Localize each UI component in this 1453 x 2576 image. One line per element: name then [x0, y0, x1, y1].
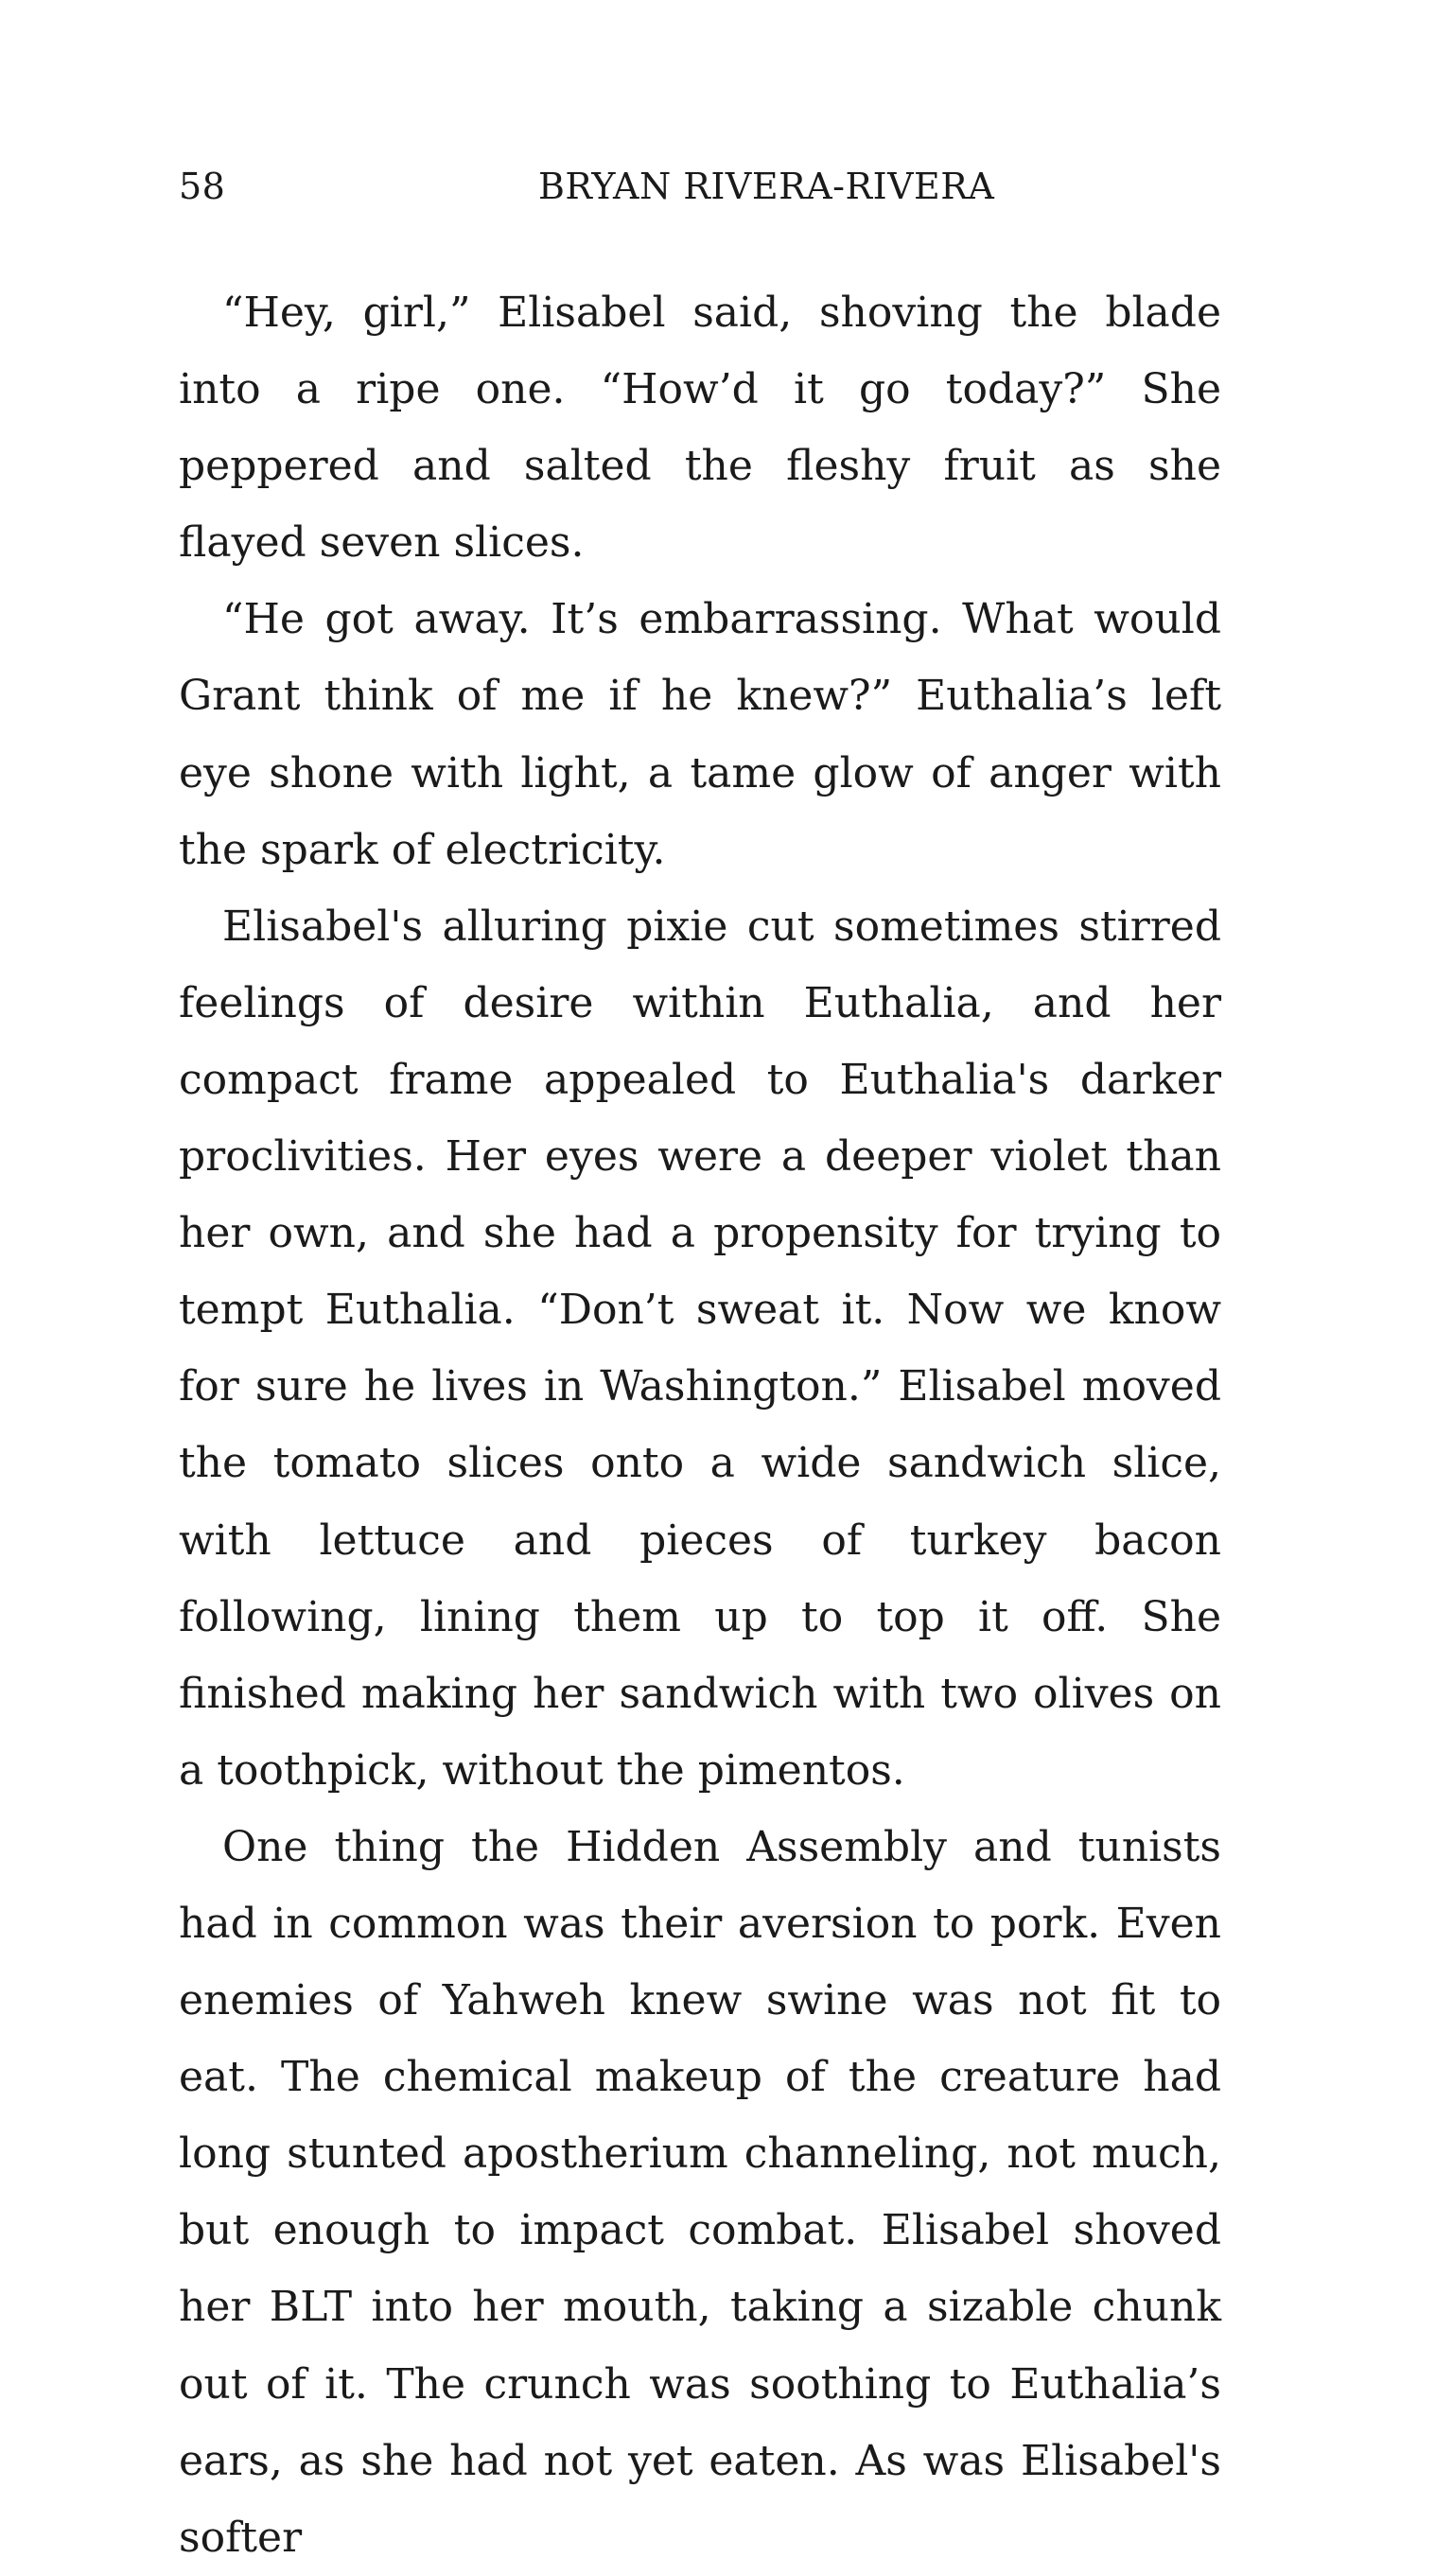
paragraph: “He got away. It’s embarrassing. What would Grant think of me if he knew?” Euthalia’s left eye shone with light, a tame glow of anger with the spark of electricity. — [179, 595, 1221, 874]
body-text — [179, 274, 1221, 2576]
paragraph: One thing the Hidden Assembly and tunists had in common was their aversion to pork. Even enemies of Yahweh knew swine was not fit to eat. The chemical makeup of the creature had long stunted apostherium channeling, not much, but enough to impact combat. Elisabel shoved her BLT into her mouth, taking a sizable chunk out of it. The crunch was soothing to Euthalia’s ears, as she had not yet eaten. As was Elisabel's softer — [179, 1822, 1221, 2562]
running-head-author: BRYAN RIVERA-RIVERA — [538, 166, 995, 207]
running-head — [179, 163, 1221, 210]
page-number: 58 — [179, 166, 226, 207]
paragraph: Elisabel's alluring pixie cut sometimes stirred feelings of desire within Euthalia, and her compact frame appealed to Euthalia's darker proclivities. Her eyes were a deeper violet than her own, and she had a propensity for trying to tempt Euthalia. “Don’t sweat it. Now we know for sure he lives in Washington.” Elisabel moved the tomato slices onto a wide sandwich slice, with lettuce and pieces of turkey bacon following, lining them up to top it off. She finished making her sandwich with two olives on a toothpick, without the pimentos. — [179, 902, 1221, 1795]
paragraph: “Hey, girl,” Elisabel said, shoving the blade into a ripe one. “How’d it go today?” She peppered and salted the fleshy fruit as she flayed seven slices. — [179, 289, 1221, 568]
